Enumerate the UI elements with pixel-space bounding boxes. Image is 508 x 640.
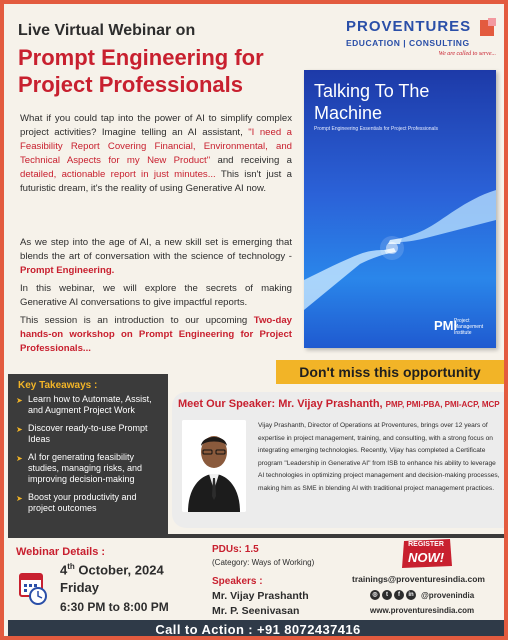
register-now-label: NOW!: [407, 550, 445, 565]
pdu-value: PDUs: 1.5: [212, 544, 259, 555]
speaker-credentials: PMP, PMI-PBA, PMI-ACP, MCP: [385, 400, 500, 409]
date-suffix: th: [67, 562, 75, 571]
takeaway-text: Learn how to Automate, Assist, and Augment Project Work: [28, 394, 152, 415]
list-item: [16, 492, 164, 514]
pmi-logo-mark: PMI: [434, 318, 458, 333]
speaker-1: Mr. Vijay Prashanth: [212, 590, 309, 602]
speaker-portrait-icon: [182, 420, 246, 512]
instagram-icon[interactable]: ◎: [370, 590, 380, 600]
speaker-bio: Vijay Prashanth, Director of Operations at Proventures, brings over 12 years of expertise in project management, training, and consulting, with a strong focus on integrating emerging technologies. Recently, Vijay has completed a Certificate program "Leadership in Generative AI" from ISB to enhance his ability to leverage AI technologies in optimizing project management and decision-making processes, making him as SME in blending AI with traditional project management practices.: [258, 422, 500, 492]
arrow-bullet-icon: ➤: [16, 454, 23, 463]
book-title: Talking To The Machine: [314, 81, 430, 123]
pmi-publisher: Project Management Institute: [454, 318, 484, 336]
prompt-engineering-highlight: Prompt Engineering.: [20, 265, 115, 276]
webinar-weekday: Friday: [60, 580, 100, 595]
speakers-title: Speakers :: [212, 576, 263, 587]
intro-result: detailed, actionable report in just minutes...: [20, 169, 216, 180]
proventures-logo: [346, 18, 496, 57]
list-item: [16, 423, 164, 445]
speaker-photo: [182, 420, 246, 512]
date-month-year: October, 2024: [74, 562, 164, 578]
takeaway-text: Boost your productivity and project outcomes: [28, 492, 137, 513]
takeaway-text: AI for generating feasibility studies, managing risks, and improving decision-making: [28, 452, 143, 484]
logo-subtitle: EDUCATION | CONSULTING: [346, 38, 470, 48]
intro-text: What if you could tap into the power of AI to simplify complex project activities? Imagine telling an AI assistant,: [20, 113, 292, 138]
facebook-icon[interactable]: f: [394, 590, 404, 600]
intro-text: This isn't just a futuristic dream, it's the reality of using Generative AI now.: [20, 169, 292, 194]
contact-email[interactable]: trainings@proventuresindia.com: [352, 574, 485, 584]
register-now-button[interactable]: [400, 538, 454, 568]
intro-text: and receiving a: [210, 155, 292, 166]
key-takeaways-panel: [8, 374, 168, 534]
book-cover: [304, 70, 496, 348]
intro-paragraph-4: [20, 314, 292, 356]
key-takeaways-list: [16, 394, 164, 521]
call-to-action-bar[interactable]: Call to Action : +91 8072437416: [8, 620, 508, 640]
intro-paragraph-1: [20, 112, 292, 196]
logo-square-accent-icon: [488, 18, 496, 26]
intro-quote: "I need a Feasibility Report Covering Financial, Environmental, and Technical Aspects for my New Product": [20, 127, 292, 166]
webinar-title: Prompt Engineering for Project Professionals: [18, 45, 264, 97]
takeaway-text: Discover ready-to-use Prompt Ideas: [28, 423, 148, 444]
speaker-2: Mr. P. Seenivasan: [212, 605, 300, 617]
list-item: [16, 394, 164, 416]
webinar-time: 6:30 PM to 8:00 PM: [60, 600, 169, 614]
webinar-date: [60, 562, 164, 577]
register-label: REGISTER: [408, 541, 444, 548]
social-links: [370, 590, 474, 600]
key-takeaways-title: Key Takeaways :: [18, 380, 98, 391]
dont-miss-banner: Don't miss this opportunity: [276, 360, 504, 384]
arrow-bullet-icon: ➤: [16, 396, 23, 405]
website-link[interactable]: www.proventuresindia.com: [370, 606, 475, 615]
intro-paragraph-2: [20, 236, 292, 278]
reaching-hands-illustration: [304, 70, 496, 348]
speaker-heading: [178, 398, 500, 410]
arrow-bullet-icon: ➤: [16, 425, 23, 434]
webinar-subtitle: Live Virtual Webinar on: [18, 22, 196, 39]
webinar-details-section: [8, 534, 508, 640]
intro-paragraph-3: In this webinar, we will explore the secrets of making Generative AI conversations to give impactful reports.: [20, 283, 292, 308]
twitter-icon[interactable]: t: [382, 590, 392, 600]
webinar-details-title: Webinar Details :: [16, 546, 106, 558]
intro-text: This session is an introduction to our upcoming: [20, 315, 254, 326]
arrow-bullet-icon: ➤: [16, 494, 23, 503]
linkedin-icon[interactable]: in: [406, 590, 416, 600]
social-handle: @provenindia: [421, 590, 475, 600]
logo-name: PROVENTURES: [346, 18, 472, 35]
speaker-name: Meet Our Speaker: Mr. Vijay Prashanth,: [178, 398, 383, 410]
pdu-category: (Category: Ways of Working): [212, 558, 315, 567]
intro-text: As we step into the age of AI, a new skill set is emerging that blends the art of conversation with the science of technology -: [20, 237, 292, 262]
date-day: 4: [60, 562, 68, 578]
book-subtitle: Prompt Engineering Essentials for Project Professionals: [314, 126, 438, 132]
speaker-panel: [172, 392, 504, 528]
logo-tagline: We are called to serve...: [438, 51, 496, 57]
workshop-highlight: Two-day hands-on workshop on Prompt Engineering for Project Professionals...: [20, 315, 292, 354]
list-item: [16, 452, 164, 485]
calendar-clock-icon: [18, 568, 48, 608]
